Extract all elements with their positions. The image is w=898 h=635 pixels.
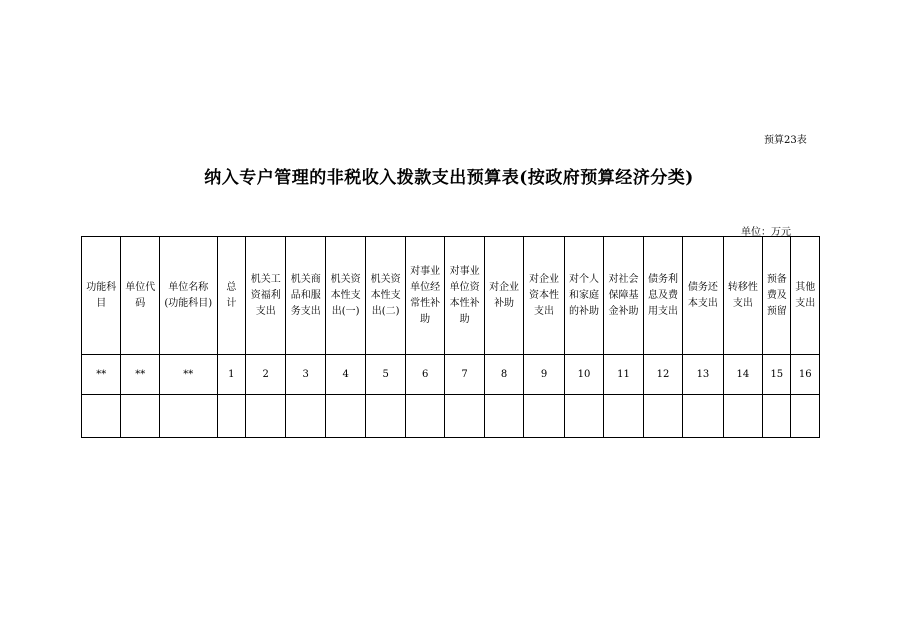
- form-number: 预算23表: [764, 135, 807, 146]
- index-cell: **: [82, 355, 121, 395]
- header-cell: 预备 费及 预留: [763, 237, 791, 355]
- index-cell: 12: [643, 355, 682, 395]
- unit-label: 单位：万元: [741, 227, 791, 238]
- table-cell: [366, 395, 405, 438]
- table-cell: [405, 395, 444, 438]
- header-cell: 对企业 补助: [484, 237, 523, 355]
- table-cell: [524, 395, 564, 438]
- table-cell: [643, 395, 682, 438]
- index-cell: 7: [445, 355, 484, 395]
- table-cell: [604, 395, 643, 438]
- table-cell: [245, 395, 285, 438]
- table-row: [82, 395, 820, 438]
- index-cell: 10: [564, 355, 603, 395]
- index-cell: 3: [286, 355, 325, 395]
- header-cell: 对企业 资本性 支出: [524, 237, 564, 355]
- table-cell: [286, 395, 325, 438]
- header-cell: 机关商 品和服 务支出: [286, 237, 325, 355]
- table-cell: [445, 395, 484, 438]
- index-cell: 8: [484, 355, 523, 395]
- header-cell: 对事业 单位资 本性补 助: [445, 237, 484, 355]
- index-cell: 1: [217, 355, 245, 395]
- table-cell: [121, 395, 159, 438]
- header-cell: 机关工 资福利 支出: [245, 237, 285, 355]
- table-cell: [82, 395, 121, 438]
- table-index-row: [82, 355, 820, 395]
- table-cell: [683, 395, 723, 438]
- header-cell: 机关资 本性支 出(一): [325, 237, 365, 355]
- header-cell: 功能科 目: [82, 237, 121, 355]
- table-cell: [763, 395, 791, 438]
- index-cell: **: [159, 355, 217, 395]
- page-title: 纳入专户管理的非税收入拨款支出预算表(按政府预算经济分类): [204, 168, 694, 188]
- index-cell: 2: [245, 355, 285, 395]
- index-cell: 14: [723, 355, 762, 395]
- header-cell: 债务还 本支出: [683, 237, 723, 355]
- index-cell: 9: [524, 355, 564, 395]
- index-cell: 4: [325, 355, 365, 395]
- header-cell: 其他 支出: [791, 237, 820, 355]
- table-cell: [723, 395, 762, 438]
- table-cell: [484, 395, 523, 438]
- header-cell: 转移性 支出: [723, 237, 762, 355]
- header-cell: 单位名称 (功能科目): [159, 237, 217, 355]
- table-cell: [564, 395, 603, 438]
- header-cell: 对事业 单位经 常性补 助: [405, 237, 444, 355]
- header-cell: 债务利 息及费 用支出: [643, 237, 682, 355]
- header-cell: 总 计: [217, 237, 245, 355]
- index-cell: 16: [791, 355, 820, 395]
- index-cell: **: [121, 355, 159, 395]
- header-cell: 单位代 码: [121, 237, 159, 355]
- table-cell: [217, 395, 245, 438]
- header-cell: 机关资 本性支 出(二): [366, 237, 405, 355]
- header-cell: 对社会 保障基 金补助: [604, 237, 643, 355]
- index-cell: 13: [683, 355, 723, 395]
- index-cell: 5: [366, 355, 405, 395]
- index-cell: 11: [604, 355, 643, 395]
- budget-table: [81, 236, 820, 438]
- table-cell: [159, 395, 217, 438]
- index-cell: 15: [763, 355, 791, 395]
- index-cell: 6: [405, 355, 444, 395]
- header-cell: 对个人 和家庭 的补助: [564, 237, 603, 355]
- table-header-row: [82, 237, 820, 355]
- table-cell: [325, 395, 365, 438]
- table-cell: [791, 395, 820, 438]
